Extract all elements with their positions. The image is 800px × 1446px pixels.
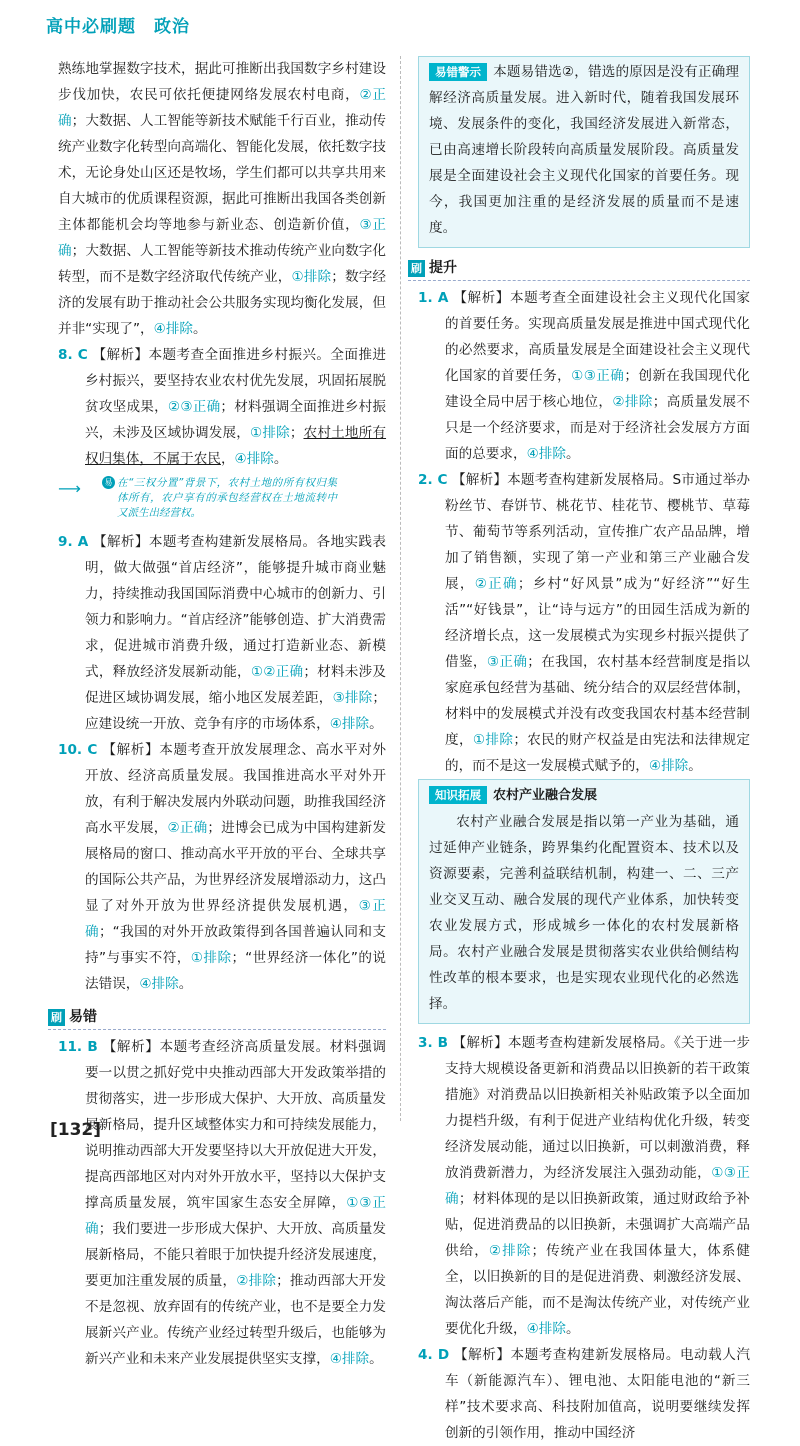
answer-continuation: 熟练地掌握数字技术，据此可推断出我国数字乡村建设步伐加快，农民可依托便捷网络发展农村电商，②正确；大数据、人工智能等新技术赋能千行百业，推动传统产业数字化转型向高端化、智能化发展，依托数字技术，无论身处山区还是牧场，学生们都可以共享共用来自大城市的优质课程资源，据此可推断出我国各类创新主体都能机会均等地参与新业态、创造新价值，③正确；大数据、人工智能等新技术推动传统产业向数字化转型，而不是数字经济取代传统产业，①排除；数字经济的发展有助于推动社会公共服务实现均衡化发展，但并非“实现了”，④排除。: [58, 61, 387, 337]
section-tisheng: [408, 256, 750, 281]
page-number: [132]: [50, 1120, 102, 1140]
section-label: 提升: [429, 260, 457, 276]
column-divider: [400, 56, 401, 1121]
knowledge-tag: 知识拓展: [429, 786, 487, 804]
answer-r3: 3. B 【解析】本题考查构建新发展格局。《关于进一步支持大规模设备更新和消费品以旧换新的若干政策措施》对消费品以旧换新相关补贴政策予以全面加力提档升级，有利于促进产业结构优化升级，转变经济发展动能，通过以旧换新，可以刺激消费，释放消费新潜力，为经济发展注入强劲动能，①③正确；材料体现的是以旧换新政策，通过财政给予补贴，促进消费品的以旧换新，未强调扩大高端产品供给，②排除；传统产业在我国体量大，体系健全，以旧换新的目的是促进消费、刺激经济发展、淘汰落后产能，而不是淘汰传统产业，对传统产业要优化升级，④排除。: [418, 1035, 751, 1337]
error-warning-text: 本题易错选②，错选的原因是没有正确理解经济高质量发展。进入新时代，随着我国发展环境、发展条件的变化，我国经济发展进入新常态，已由高速增长阶段转向高质量发展阶段。高质量发展是全面建设社会主义现代化国家的首要任务。现今，我国更加注重的是经济发展的质量而不是速度。: [429, 64, 739, 236]
section-tag: 刷: [48, 1009, 65, 1026]
section-tag: 刷: [408, 260, 425, 277]
error-note: [58, 476, 386, 521]
knowledge-title: 农村产业融合发展: [493, 788, 598, 803]
error-warning-box: [418, 56, 750, 248]
section-yicuo: [48, 1005, 386, 1030]
error-warning-tag: 易错警示: [429, 63, 487, 81]
answer-9: 9. A 【解析】本题考查构建新发展格局。各地实践表明，做大做强“首店经济”，能够提升城市商业魅力，持续推动我国国际消费中心城市的创新力、引领力和影响力。“首店经济”能够创造、扩大消费需求，促进城市消费升级，通过打造新业态、新模式，释放经济发展新动能，①②正确；材料未涉及促进区域协调发展，缩小地区发展差距，③排除；应建设统一开放、竞争有序的市场体系，④排除。: [58, 534, 387, 732]
left-column: [51, 56, 387, 1372]
knowledge-text: 农村产业融合发展是指以第一产业为基础，通过延伸产业链条，跨界集约化配置资本、技术以及资源要素，完善利益联结机制，构建一、二、三产业交叉互动、融合发展的现代产业体系，加快转变农业发展方式，形成城乡一体化的农村发展新格局。农村产业融合发展是贯彻落实农业供给侧结构性改革的根本要求，也是实现农业现代化的必然选择。: [429, 814, 739, 1012]
answer-11: 11. B 【解析】本题考查经济高质量发展。材料强调要一以贯之抓好党中央推动西部大开发政策举措的贯彻落实，进一步形成大保护、大开放、高质量发展新格局，提升区域整体实力和可持续发展能力，说明推动西部大开发要坚持以大开放促进大开发，提高西部地区对内对外开放水平，坚持以大保护支撑高质量发展，筑牢国家生态安全屏障，①③正确；我们要进一步形成大保护、大开放、高质量发展新格局，不能只着眼于加快提升经济发展速度，要更加注重发展的质量，②排除；推动西部大开发不是忽视、放弃固有的传统产业，也不是要全力发展新兴产业。传统产业经过转型升级后，也能够为新兴产业和未来产业发展提供坚实支撑，④排除。: [58, 1039, 387, 1367]
section-label: 易错: [69, 1009, 97, 1025]
answer-r2: 2. C 【解析】本题考查构建新发展格局。S市通过举办粉丝节、春饼节、桃花节、桂花节、樱桃节、草莓节、葡萄节等系列活动，宣传推广农产品品牌，增加了销售额，实现了第一产业和第三产业融合发展，②正确；乡村“好风景”成为“好经济”“好生活”“好钱景”，让“诗与远方”的田园生活成为新的经济增长点，这一发展模式为实现乡村振兴提供了借鉴，③正确；在我国，农村基本经营制度是指以家庭承包经营为基础、统分结合的双层经营体制，材料中的发展模式并没有改变我国农村基本经营制度，①排除；农民的财产权益是由宪法和法律规定的，而不是这一发展模式赋予的，④排除。: [418, 472, 751, 774]
answer-r4: 4. D 【解析】本题考查构建新发展格局。电动载人汽车（新能源汽车）、锂电池、太阳能电池的“新三样”技术要求高、科技附加值高，说明要继续发挥创新的引领作用，推动中国经济: [418, 1347, 751, 1441]
right-column: [411, 56, 751, 1446]
error-note-text: 在“三权分置”背景下，农村土地的所有权归集体所有，农户享有的承包经营权在土地流转中又派生出经营权。: [117, 477, 337, 519]
knowledge-box: [418, 779, 750, 1024]
page-header-title: 高中必刷题 政治: [46, 17, 190, 37]
answer-10: 10. C 【解析】本题考查开放发展理念、高水平对外开放、经济高质量发展。我国推进高水平对外开放，有利于解决发展内外联动问题，助推我国经济高水平发展，②正确；进博会已成为中国构建新发展格局的窗口、推动高水平开放的平台、全球共享的国际公共产品，为世界经济发展增添动力，这凸显了对外开放为世界经济提供发展机遇，③正确；“我国的对外开放政策得到各国普遍认同和支持”与事实不符，①排除；“世界经济一体化”的说法错误，④排除。: [58, 742, 387, 992]
arrow-icon: ⟶: [58, 479, 81, 498]
answer-8: 8. C 【解析】本题考查全面推进乡村振兴。全面推进乡村振兴，要坚持农业农村优先发展，巩固拓展脱贫攻坚成果，②③正确；材料强调全面推进乡村振兴，未涉及区域协调发展，①排除；农村土地所有权归集体，不属于农民，④排除。: [58, 347, 387, 467]
error-badge: 易错: [102, 476, 115, 489]
answer-r1: 1. A 【解析】本题考查全面建设社会主义现代化国家的首要任务。实现高质量发展是推进中国式现代化的必然要求，高质量发展是全面建设社会主义现代化国家的首要任务，①③正确；创新在我国现代化建设全局中居于核心地位，②排除；高质量发展不只是一个经济要求，而是对于经济社会发展方方面面的总要求，④排除。: [418, 290, 751, 462]
